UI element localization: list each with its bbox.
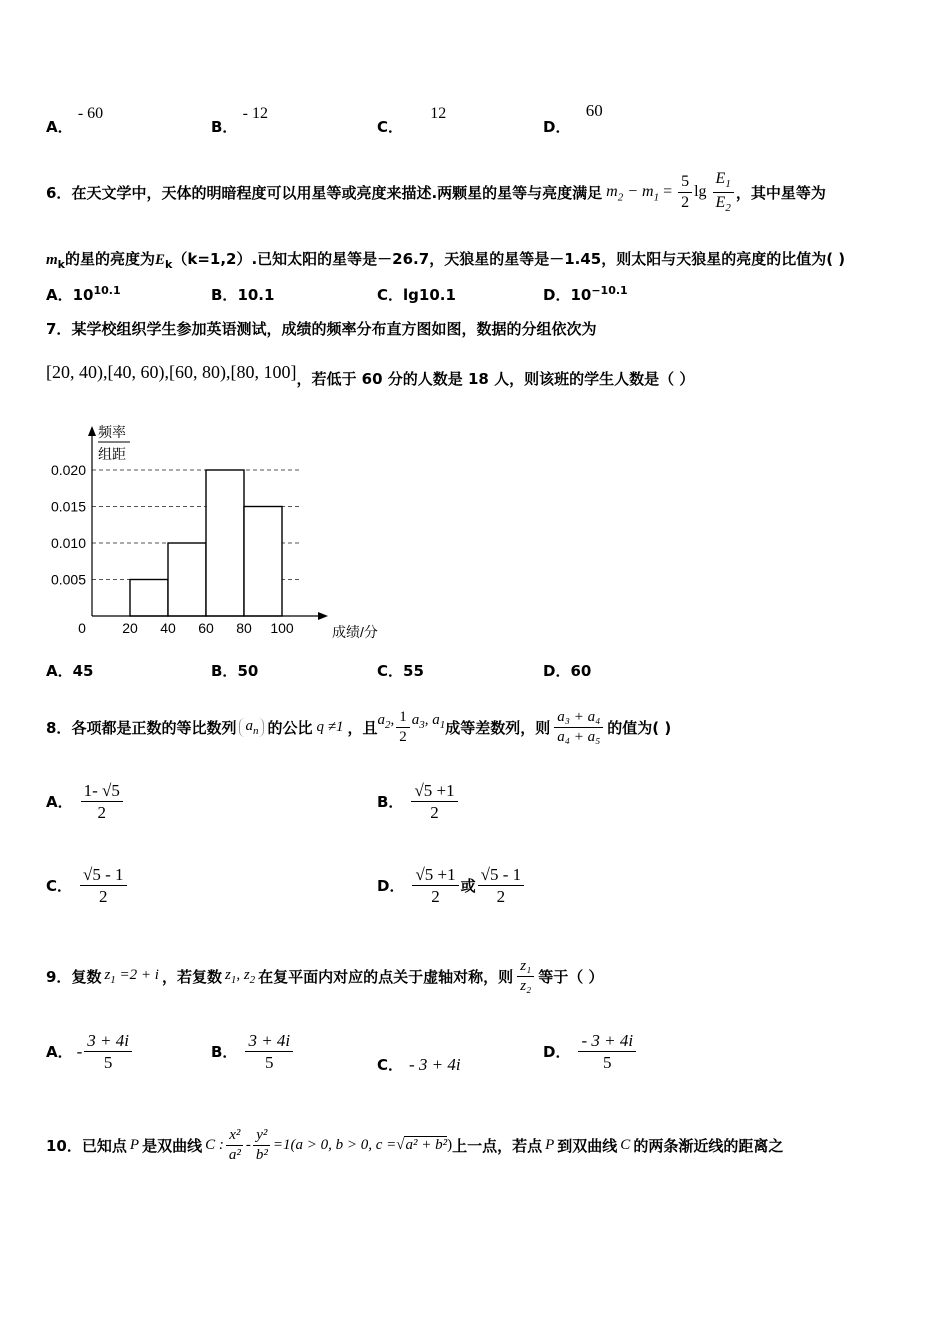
y-tick-label: 0.015 xyxy=(50,498,86,515)
q7-intervals: [20, 40),[40, 60),[60, 80),[80, 100] xyxy=(46,362,297,382)
bar-[80,100] xyxy=(244,507,282,617)
q6-stem-line1: 6． 在天文学中，天体的明暗程度可以用星等或亮度来描述.两颗星的星等与亮度满足 $m_2 - m_1$ = $\frac{5}{2}$ lg $\frac{E_1}{E_2}$ ，其中星等为 xyxy=(46,169,826,214)
x-tick-label: 80 xyxy=(236,620,252,636)
y-tick-label: 0.020 xyxy=(50,462,86,478)
q6-option-a: A．$10^{10.1}$ xyxy=(46,284,121,304)
q7-stem-line2: [20, 40),[40, 60),[60, 80),[80, 100] ，若低于 60 分的人数是 18 人，则该班的学生人数是（ ） xyxy=(46,362,695,388)
q6-option-c: C．lg10.1 xyxy=(377,286,456,304)
x-tick-label: 60 xyxy=(198,620,214,636)
x-tick-label: 0 xyxy=(78,620,86,636)
q10-stem: 10． 已知点 P 是双曲线 C : $\frac{\text{x²}}{\text{a²}}$ - $\frac{\text{y²}}{\text{b²}}$ =1(a > 0, b > 0, c = √a² + b² ) 上一点，若点 P 到双曲线 C 的两条渐近线的距离之 xyxy=(46,1126,784,1163)
q6-formula: $m_2 - m_1$ = $\frac{5}{2}$ lg $\frac{E_1}{E_2}$ xyxy=(606,169,736,216)
y-tick-label: 0.005 xyxy=(50,571,86,588)
q7-option-b: B．50 xyxy=(211,662,259,680)
q7-stem-line1: 7．某学校组织学生参加英语测试，成绩的频率分布直方图如图，数据的分组依次为 xyxy=(46,320,597,338)
q7-option-c: C．55 xyxy=(377,662,424,680)
q6-option-d: D．$10^{-10.1}$ xyxy=(543,284,628,304)
bar-[60,80) xyxy=(206,470,244,616)
x-tick-label: 100 xyxy=(270,620,294,636)
q9-option-d: D． $\frac{- 3 + 4i}{5}$ xyxy=(543,1030,638,1074)
q8-stem: 8． 各项都是正数的等比数列 $a_n$ 的公比 q ≠1 ，且 $a_2$, $\frac{1}{2}$ $a_3$, $a_1$ 成等差数列，则 $\frac{\text{a₃ + a₄}}{\text{a₄ + a₅}}$ 的值为( ) xyxy=(46,708,672,745)
x-axis-label: 成绩/分 xyxy=(332,624,378,640)
q8-option-d: D． $\frac{√5 +1}{2}$ 或 $\frac{√5 - 1}{2}$ xyxy=(377,864,526,908)
q8-option-c: C． $\frac{√5 - 1}{2}$ xyxy=(46,864,129,908)
q9-stem: 9． 复数 $z_1 =2 + i$ ，若复数 $z_1$, $z_2$ 在复平面内对应的点关于虚轴对称，则 $\frac{\text{z₁}}{\text{z₂}}$ 等于（ ） xyxy=(46,957,604,994)
q8-option-b: B． $\frac{√5 +1}{2}$ xyxy=(377,780,460,824)
q9-option-c: C． - 3 + 4i xyxy=(377,1054,461,1074)
q6-option-b: B．10.1 xyxy=(211,286,275,304)
bar-[40,60) xyxy=(168,543,206,616)
q6-stem-line2: $m_k$的星的亮度为$E_k(k=1,2)$.已知太阳的星等是－26.7，天狼星的星等是－1.45，则太阳与天狼星的亮度的比值为( ) xyxy=(46,250,846,271)
q7-histogram xyxy=(40,420,380,645)
x-tick-label: 20 xyxy=(122,620,138,636)
x-tick-label: 40 xyxy=(160,620,176,636)
bar-[20,40) xyxy=(130,580,168,617)
q8-option-a: A． $\frac{1- √5}{2}$ xyxy=(46,780,125,824)
y-axis-label-denominator: 组距 xyxy=(98,446,126,462)
q9-option-b: B． $\frac{3 + 4i}{5}$ xyxy=(211,1030,295,1074)
q5-option-b: B． - 12 xyxy=(211,105,268,136)
q7-option-d: D．60 xyxy=(543,662,592,680)
q7-option-a: A．45 xyxy=(46,662,94,680)
x-axis-arrow-icon xyxy=(318,612,328,620)
y-axis-arrow-icon xyxy=(88,426,96,436)
q5-option-a: A． - 60 xyxy=(46,105,104,136)
q9-option-a: A． - $\frac{3 + 4i}{5}$ xyxy=(46,1030,134,1074)
y-tick-label: 0.010 xyxy=(50,535,86,551)
q5-option-c: C． 12 xyxy=(377,105,447,136)
y-axis-label-numerator: 频率 xyxy=(98,424,126,440)
q5-option-d: D． 60 xyxy=(543,101,603,136)
